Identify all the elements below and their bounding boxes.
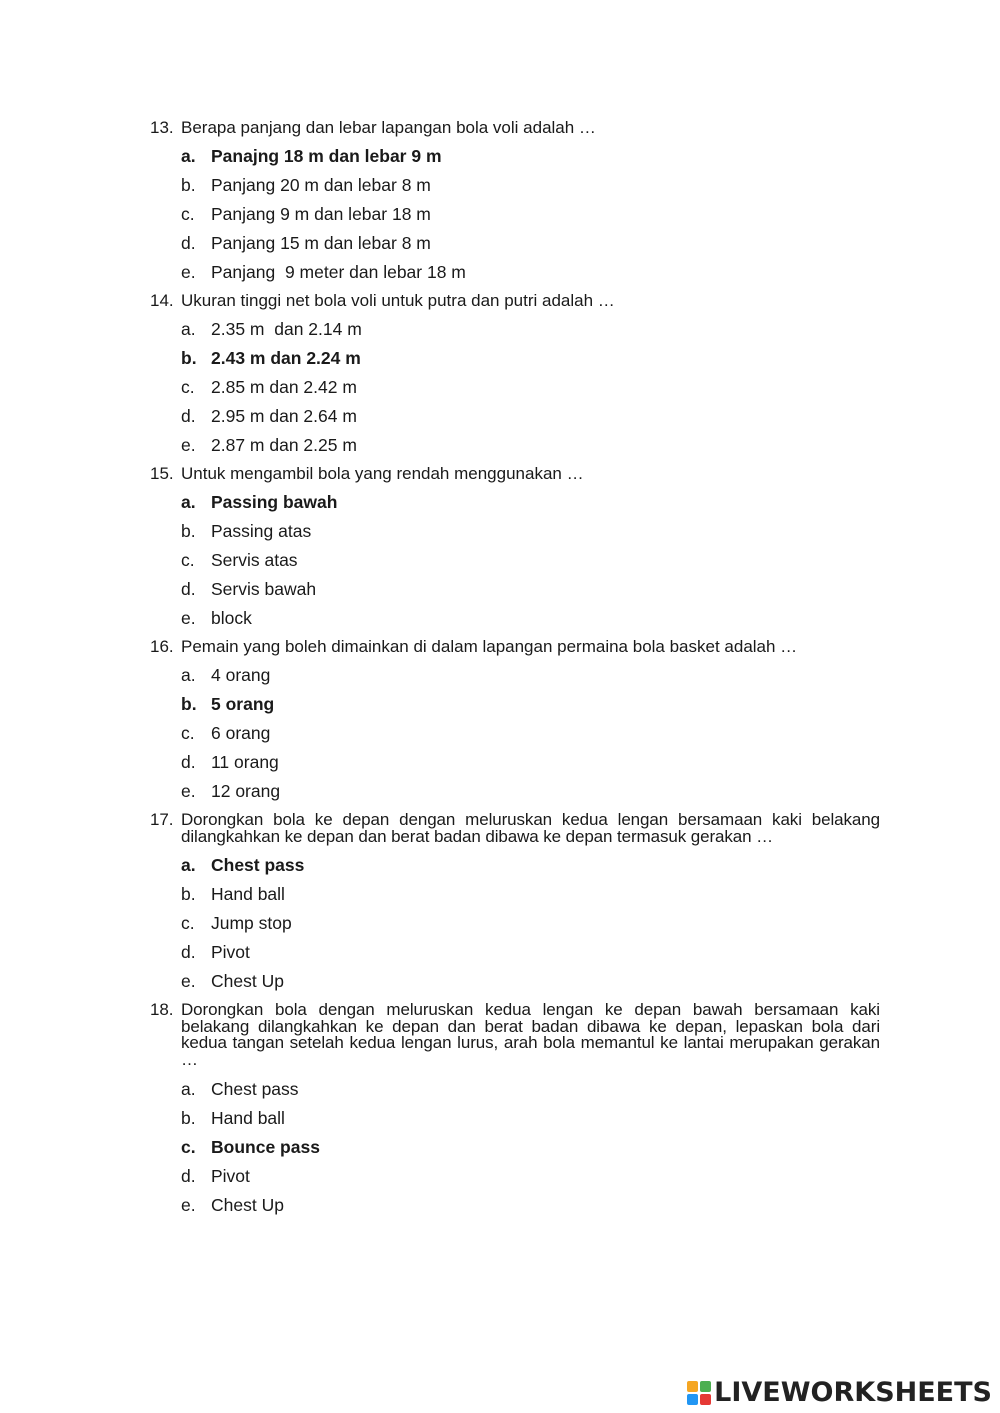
option-text: Hand ball: [211, 884, 285, 905]
option-text: Chest pass: [211, 1078, 299, 1099]
option-letter: d.: [181, 233, 196, 253]
option-letter: a.: [181, 146, 196, 166]
option-letter: b.: [181, 1107, 196, 1128]
option-text: 2.43 m dan 2.24 m: [211, 348, 361, 368]
option-letter: d.: [181, 579, 196, 599]
question-14: [150, 287, 880, 460]
answer-option[interactable]: [150, 851, 880, 880]
option-letter: d.: [181, 942, 196, 963]
option-text: Chest pass: [211, 855, 305, 876]
question-stem: [150, 460, 880, 488]
answer-option[interactable]: [150, 229, 880, 258]
option-text: Panajng 18 m dan lebar 9 m: [211, 146, 442, 166]
option-text: Bounce pass: [211, 1136, 320, 1157]
option-letter: c.: [181, 204, 195, 224]
answer-option[interactable]: [150, 748, 880, 777]
option-letter: c.: [181, 913, 195, 934]
option-text: Passing bawah: [211, 492, 338, 512]
question-number: 18.: [150, 1000, 174, 1020]
answer-option[interactable]: [150, 575, 880, 604]
option-letter: e.: [181, 262, 196, 282]
answer-option[interactable]: [150, 938, 880, 967]
question-text: Untuk mengambil bola yang rendah menggunakan …: [181, 464, 584, 483]
option-text: 5 orang: [211, 694, 275, 714]
option-letter: b.: [181, 521, 196, 541]
liveworksheets-brand: [687, 1377, 992, 1408]
answer-option[interactable]: [150, 142, 880, 171]
answer-option[interactable]: [150, 431, 880, 460]
question-16: [150, 633, 880, 806]
option-letter: c.: [181, 723, 195, 743]
option-letter: a.: [181, 855, 196, 876]
option-letter: e.: [181, 608, 196, 628]
option-text: 2.95 m dan 2.64 m: [211, 406, 357, 426]
option-text: Panjang 20 m dan lebar 8 m: [211, 175, 431, 195]
answer-option[interactable]: [150, 373, 880, 402]
answer-option[interactable]: [150, 1104, 880, 1133]
option-text: Panjang 15 m dan lebar 8 m: [211, 233, 431, 253]
option-text: 12 orang: [211, 781, 281, 801]
question-15: [150, 460, 880, 633]
question-stem: [150, 114, 880, 142]
logo-square: [700, 1381, 711, 1392]
answer-option[interactable]: [150, 1133, 880, 1162]
option-letter: d.: [181, 406, 196, 426]
option-text: 2.85 m dan 2.42 m: [211, 377, 357, 397]
option-text: Panjang 9 m dan lebar 18 m: [211, 204, 431, 224]
answer-option[interactable]: [150, 200, 880, 229]
question-text: Pemain yang boleh dimainkan di dalam lapangan permaina bola basket adalah …: [181, 637, 798, 656]
question-stem: [150, 996, 880, 1074]
option-text: Chest Up: [211, 971, 284, 992]
option-letter: e.: [181, 1194, 196, 1215]
option-text: Hand ball: [211, 1107, 285, 1128]
logo-square: [700, 1394, 711, 1405]
answer-option[interactable]: [150, 402, 880, 431]
answer-option[interactable]: [150, 690, 880, 719]
option-letter: a.: [181, 492, 196, 512]
brand-name: LIVEWORKSHEETS: [714, 1377, 992, 1408]
answer-option[interactable]: [150, 258, 880, 287]
question-stem: [150, 806, 880, 851]
question-text: Berapa panjang dan lebar lapangan bola voli adalah …: [181, 118, 596, 137]
option-text: Pivot: [211, 1165, 250, 1186]
answer-option[interactable]: [150, 604, 880, 633]
option-text: block: [211, 608, 252, 628]
answer-option[interactable]: [150, 967, 880, 996]
answer-option[interactable]: [150, 546, 880, 575]
question-text: Dorongkan bola dengan meluruskan kedua lengan ke depan bawah bersamaan kaki belakang dilangkahkan ke depan dan berat badan dibawa ke depan, lepaskan bola dari kedua tangan setelah kedua lengan lurus, arah bola memantul ke lantai merupakan gerakan …: [181, 1000, 880, 1069]
option-text: 2.87 m dan 2.25 m: [211, 435, 357, 455]
option-text: 11 orang: [211, 752, 279, 772]
option-letter: e.: [181, 971, 196, 992]
option-text: Servis atas: [211, 550, 298, 570]
question-number: 13.: [150, 118, 174, 137]
answer-option[interactable]: [150, 488, 880, 517]
question-number: 17.: [150, 810, 174, 829]
question-17: [150, 806, 880, 996]
answer-option[interactable]: [150, 344, 880, 373]
option-letter: c.: [181, 1136, 196, 1157]
question-stem: [150, 287, 880, 315]
worksheet: [150, 114, 880, 1220]
option-text: Chest Up: [211, 1194, 284, 1215]
option-text: 4 orang: [211, 665, 271, 685]
option-letter: b.: [181, 884, 196, 905]
option-letter: a.: [181, 665, 196, 685]
option-letter: b.: [181, 694, 197, 714]
option-letter: d.: [181, 752, 196, 772]
question-number: 15.: [150, 464, 174, 483]
liveworksheets-logo-icon: [687, 1381, 711, 1405]
option-text: Servis bawah: [211, 579, 317, 599]
option-letter: a.: [181, 1078, 196, 1099]
answer-option[interactable]: [150, 719, 880, 748]
question-text: Dorongkan bola ke depan dengan meluruskan kedua lengan bersamaan kaki belakang dilangkahkan ke depan dan berat badan dibawa ke depan termasuk gerakan …: [181, 810, 880, 846]
question-stem: [150, 633, 880, 661]
answer-option[interactable]: [150, 1191, 880, 1220]
answer-option[interactable]: [150, 880, 880, 909]
answer-option[interactable]: [150, 661, 880, 690]
logo-square: [687, 1381, 698, 1392]
answer-option[interactable]: [150, 1075, 880, 1104]
question-number: 16.: [150, 637, 174, 656]
answer-option[interactable]: [150, 517, 880, 546]
option-letter: d.: [181, 1165, 196, 1186]
option-letter: b.: [181, 175, 196, 195]
option-text: 2.35 m dan 2.14 m: [211, 319, 362, 339]
option-text: 6 orang: [211, 723, 271, 743]
option-letter: e.: [181, 781, 196, 801]
option-text: Panjang 9 meter dan lebar 18 m: [211, 262, 466, 282]
answer-option[interactable]: [150, 777, 880, 806]
question-18: [150, 996, 880, 1219]
answer-option[interactable]: [150, 909, 880, 938]
option-letter: c.: [181, 550, 195, 570]
option-text: Jump stop: [211, 913, 292, 934]
question-text: Ukuran tinggi net bola voli untuk putra dan putri adalah …: [181, 291, 615, 310]
option-letter: a.: [181, 319, 196, 339]
option-text: Passing atas: [211, 521, 312, 541]
question-13: [150, 114, 880, 287]
option-letter: c.: [181, 377, 195, 397]
answer-option[interactable]: [150, 171, 880, 200]
answer-option[interactable]: [150, 1162, 880, 1191]
option-letter: b.: [181, 348, 197, 368]
answer-option[interactable]: [150, 315, 880, 344]
logo-square: [687, 1394, 698, 1405]
option-text: Pivot: [211, 942, 250, 963]
question-number: 14.: [150, 291, 174, 310]
option-letter: e.: [181, 435, 196, 455]
